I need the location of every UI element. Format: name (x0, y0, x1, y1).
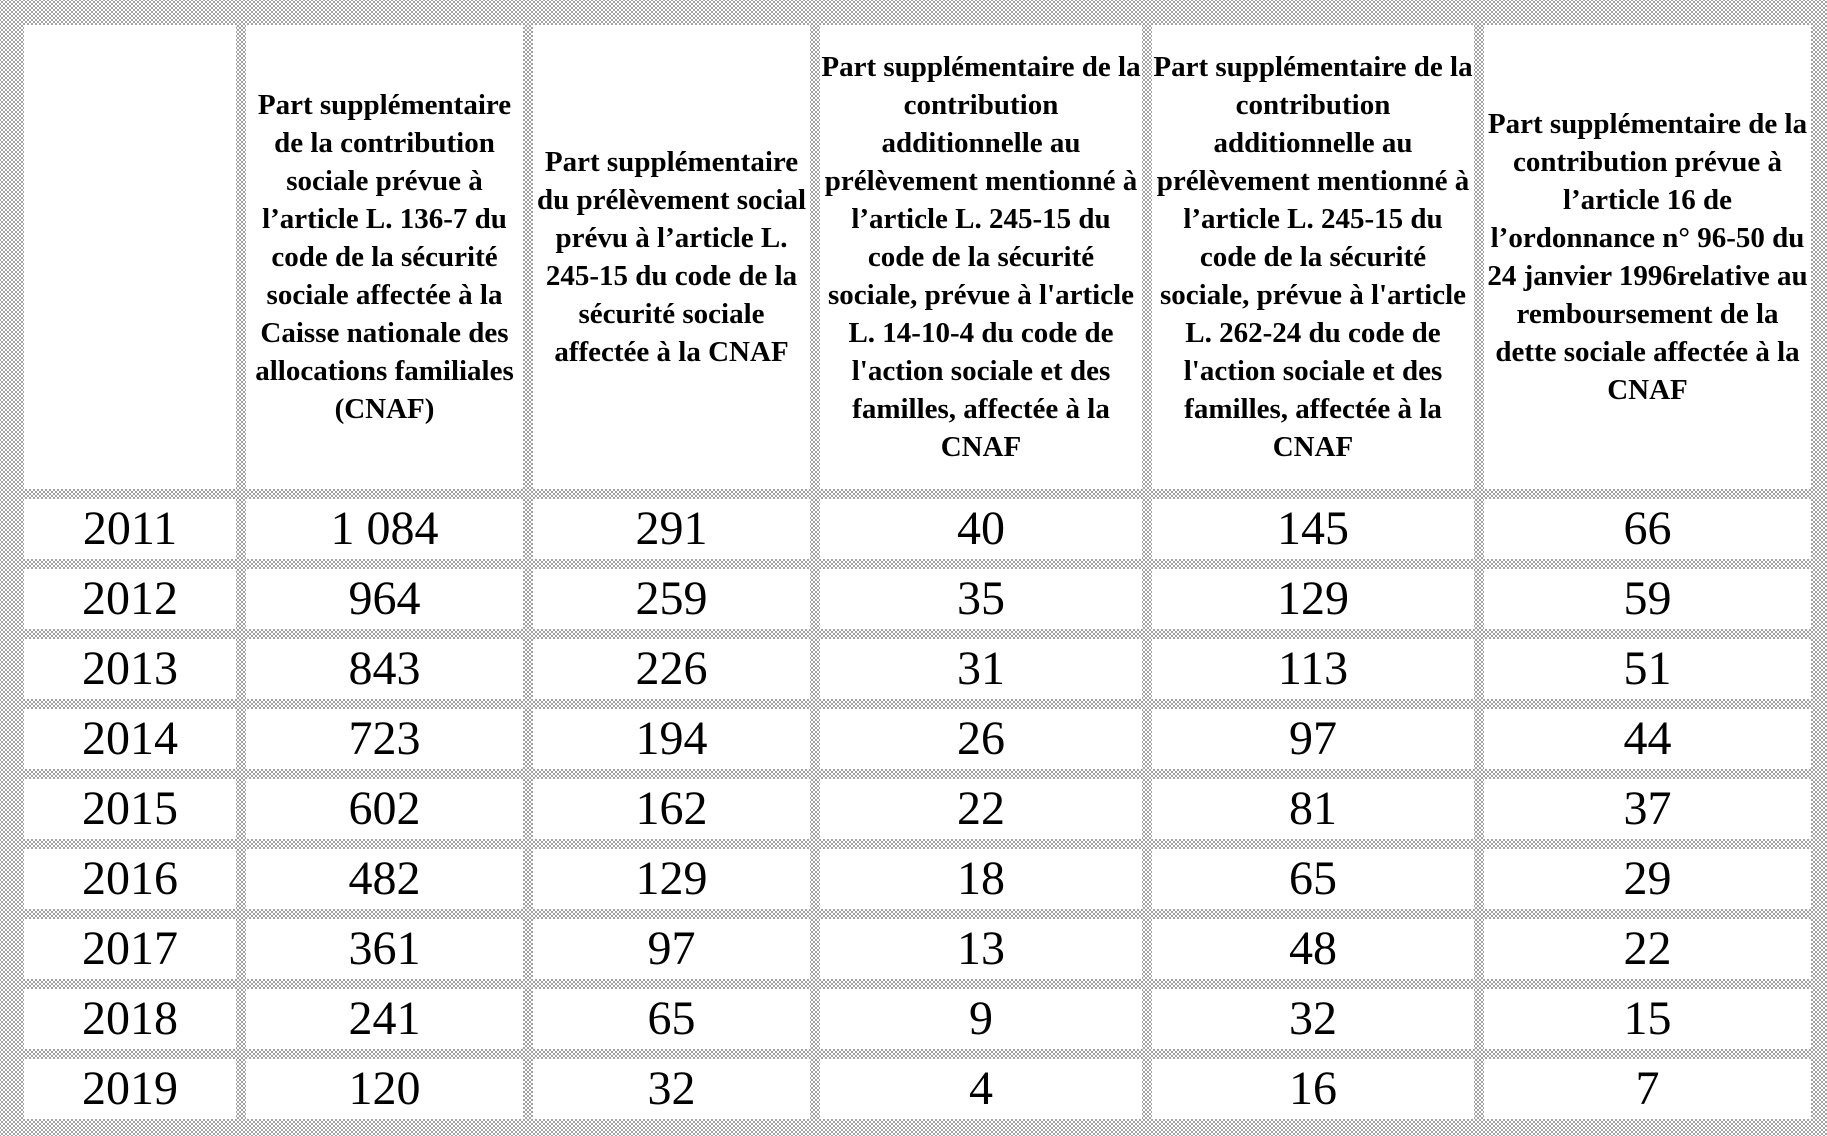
header-csg-cnaf: Part supplémentaire de la contribution sociale prévue à l’article L. 136-7 du code de la sécurité sociale affectée à la Caisse nationale des allocations familiales (CNAF) (246, 25, 523, 489)
header-contribution-l262-24: Part supplémentaire de la contribution additionnelle au prélèvement mentionné à l’article L. 245-15 du code de la sécurité sociale, prévue à l'article L. 262-24 du code de l'action sociale et des familles, affectée à la CNAF (1152, 25, 1474, 489)
year-cell: 2018 (24, 989, 236, 1049)
table-row (24, 779, 1811, 839)
csg-cnaf-cell: 723 (246, 709, 523, 769)
header-prelevement-social: Part supplémentaire du prélèvement social prévu à l’article L. 245-15 du code de la sécurité sociale affectée à la CNAF (533, 25, 810, 489)
contribution-l262-24-cell: 129 (1152, 569, 1474, 629)
table-row (24, 849, 1811, 909)
contribution-l14-10-4-cell: 13 (820, 919, 1142, 979)
header-contribution-l14-10-4: Part supplémentaire de la contribution additionnelle au prélèvement mentionné à l’article L. 245-15 du code de la sécurité sociale, prévue à l'article L. 14-10-4 du code de l'action sociale et des familles, affectée à la CNAF (820, 25, 1142, 489)
prelevement-social-cell: 65 (533, 989, 810, 1049)
table-row (24, 569, 1811, 629)
prelevement-social-cell: 162 (533, 779, 810, 839)
contribution-l262-24-cell: 16 (1152, 1059, 1474, 1119)
csg-cnaf-cell: 964 (246, 569, 523, 629)
contribution-l14-10-4-cell: 9 (820, 989, 1142, 1049)
contribution-l14-10-4-cell: 40 (820, 499, 1142, 559)
year-cell: 2016 (24, 849, 236, 909)
table-header-row (24, 25, 1811, 489)
csg-cnaf-cell: 482 (246, 849, 523, 909)
contribution-l262-24-cell: 48 (1152, 919, 1474, 979)
year-cell: 2014 (24, 709, 236, 769)
crds-cnaf-cell: 15 (1484, 989, 1811, 1049)
crds-cnaf-cell: 59 (1484, 569, 1811, 629)
data-table (14, 15, 1821, 1129)
table-body (24, 499, 1811, 1119)
contribution-l14-10-4-cell: 22 (820, 779, 1142, 839)
csg-cnaf-cell: 120 (246, 1059, 523, 1119)
year-cell: 2017 (24, 919, 236, 979)
prelevement-social-cell: 291 (533, 499, 810, 559)
year-cell: 2011 (24, 499, 236, 559)
header-crds-cnaf: Part supplémentaire de la contribution prévue à l’article 16 de l’ordonnance n° 96-50 du 24 janvier 1996relative au remboursement de la dette sociale affectée à la CNAF (1484, 25, 1811, 489)
contribution-l262-24-cell: 113 (1152, 639, 1474, 699)
table-row (24, 1059, 1811, 1119)
year-cell: 2012 (24, 569, 236, 629)
csg-cnaf-cell: 241 (246, 989, 523, 1049)
crds-cnaf-cell: 29 (1484, 849, 1811, 909)
prelevement-social-cell: 97 (533, 919, 810, 979)
prelevement-social-cell: 259 (533, 569, 810, 629)
contribution-l262-24-cell: 81 (1152, 779, 1474, 839)
header-year (24, 25, 236, 489)
prelevement-social-cell: 129 (533, 849, 810, 909)
crds-cnaf-cell: 51 (1484, 639, 1811, 699)
crds-cnaf-cell: 66 (1484, 499, 1811, 559)
prelevement-social-cell: 32 (533, 1059, 810, 1119)
contribution-l262-24-cell: 32 (1152, 989, 1474, 1049)
csg-cnaf-cell: 361 (246, 919, 523, 979)
table-row (24, 919, 1811, 979)
contribution-l262-24-cell: 145 (1152, 499, 1474, 559)
crds-cnaf-cell: 44 (1484, 709, 1811, 769)
csg-cnaf-cell: 602 (246, 779, 523, 839)
contribution-l14-10-4-cell: 4 (820, 1059, 1142, 1119)
csg-cnaf-cell: 843 (246, 639, 523, 699)
csg-cnaf-cell: 1 084 (246, 499, 523, 559)
contribution-l14-10-4-cell: 18 (820, 849, 1142, 909)
year-cell: 2019 (24, 1059, 236, 1119)
prelevement-social-cell: 194 (533, 709, 810, 769)
prelevement-social-cell: 226 (533, 639, 810, 699)
table-row (24, 499, 1811, 559)
year-cell: 2015 (24, 779, 236, 839)
year-cell: 2013 (24, 639, 236, 699)
contribution-l262-24-cell: 65 (1152, 849, 1474, 909)
contribution-l14-10-4-cell: 35 (820, 569, 1142, 629)
crds-cnaf-cell: 37 (1484, 779, 1811, 839)
table-row (24, 709, 1811, 769)
table-row (24, 989, 1811, 1049)
contribution-l262-24-cell: 97 (1152, 709, 1474, 769)
contribution-l14-10-4-cell: 31 (820, 639, 1142, 699)
contribution-l14-10-4-cell: 26 (820, 709, 1142, 769)
table-row (24, 639, 1811, 699)
crds-cnaf-cell: 7 (1484, 1059, 1811, 1119)
crds-cnaf-cell: 22 (1484, 919, 1811, 979)
